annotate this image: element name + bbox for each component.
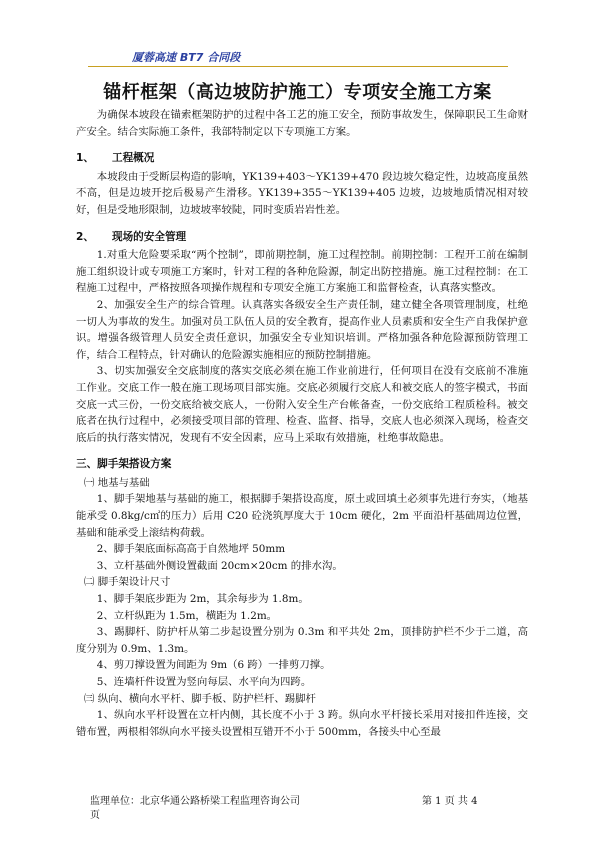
subsection-1-item-3: 3、立杆基础外侧设置截面 20cm×20cm 的排水沟。 xyxy=(96,559,343,572)
subsection-3-heading: ㈢ 纵向、横向水平杆、脚手板、防护栏杆、踢脚杆 xyxy=(84,692,316,705)
subsection-2-item-3: 3、踢脚杆、防护杆从第二步起设置分别为 0.3m 和平共处 2m，顶排防护栏不少于二道，高度分别为 0.9m、1.3m。 xyxy=(76,626,528,655)
header-project-name: 厦蓉高速 BT7 合同段 xyxy=(132,51,241,64)
subsection-2-item-5: 5、连墙杆件设置为竖向每层、水平向为四跨。 xyxy=(96,676,312,688)
section-3-heading: 三、脚手架搭设方案 xyxy=(76,458,172,471)
subsection-1-item-1: 1、脚手架地基与基础的施工，根据脚手架搭设高度，原土或回填土必须事先进行夯实，（地基能承受 0.8kg/c㎡的压力）后用 C20 砼浇筑厚度大于 10cm 硬化，2m 平面沿杆基础周边位置，基础和能承受上滚结构荷载。 xyxy=(76,493,528,539)
footer-page-suffix: 页 xyxy=(90,810,100,821)
section-2-paragraph-3: 3、切实加强安全交底制度的落实交底必须在施工作业前进行，任何项目在没有交底前不准施工作业。交底工作一般在施工现场项目部实施。交底必须履行交底人和被交底人的签字模式，书面交底一式三份，一份交底给被交底人，一份附入安全生产台帐备查，一份交底给工程质检科。被交底者在执行过程中，必须接受项目部的管理、检查、监督、指导，交底人也必须深入现场，检查交底后的执行落实情况，发现有不安全因素，应马上采取有效措施，杜绝事故隐患。 xyxy=(76,365,528,444)
subsection-2-item-1: 1、脚手架底步距为 2m，其余每步为 1.8m。 xyxy=(96,593,309,606)
document-title: 锚杆框架（高边坡防护施工）专项安全施工方案 xyxy=(103,82,492,103)
section-2-paragraph-1: 1.对重大危险要采取“两个控制”，即前期控制，施工过程控制。前期控制：工程开工前在编制施工组织设计或专项施工方案时，针对工程的各种危险源，制定出防控措施。施工过程控制：在工程施工过程中，严格按照各项操作规程和专项安全施工方案施工和监督检查，认真落实整改。 xyxy=(76,249,528,295)
section-2-number: 2、 xyxy=(76,230,94,243)
section-1-title: 工程概况 xyxy=(112,152,155,165)
subsection-1-heading: ㈠ 地基与基础 xyxy=(84,476,150,489)
footer-supervisor: 监理单位：北京华通公路桥梁工程监理咨询公司 xyxy=(90,796,300,807)
footer-page-number: 第 1 页 共 4 xyxy=(422,796,478,807)
section-2-title: 现场的安全管理 xyxy=(112,230,187,243)
subsection-2-item-4: 4、剪刀撑设置为间距为 9m（6 跨）一排剪刀撑。 xyxy=(96,659,331,672)
section-1-paragraph: 本坡段由于受断层构造的影响，YK139+403～YK139+470 段边坡欠稳定性，边坡高度虽然不高，但是边坡开挖后极易产生滑移。YK139+355～YK139+405 边坡，边坡地质情况相对较好，但是受地形限制，边坡坡率较陡，同时变质岩岩性差。 xyxy=(76,170,528,216)
section-1-heading xyxy=(76,150,528,167)
document-body xyxy=(76,107,528,740)
intro-paragraph: 为确保本坡段在锚索框架防护的过程中各工艺的施工安全，预防事故发生，保障职民工生命财产安全。结合实际施工条件，我部特制定以下专项施工方案。 xyxy=(76,109,528,138)
subsection-3-item-1: 1、纵向水平杆设置在立杆内侧，其长度不小于 3 跨。纵向水平杆接长采用对接扣件连接，交错布置，两根相邻纵向水平接头设置相互错开不小于 500mm，各接头中心至最 xyxy=(76,709,528,738)
section-2-heading xyxy=(76,229,528,246)
header-divider xyxy=(88,66,508,67)
subsection-1-item-2: 2、脚手架底面标高高于自然地坪 50mm xyxy=(96,543,286,556)
section-2-paragraph-2: 2、加强安全生产的综合管理。认真落实各级安全生产责任制，建立健全各项管理制度，杜绝一切人为事故的发生。加强对员工队伍人员的安全教育，提高作业人员素质和安全生产自我保护意识。增强各级管理人员安全责任意识，加强安全专业知识培训。严格加强各种危险源预防管理工作，结合工程特点，针对确认的危险源实施相应的预防控制措施。 xyxy=(76,298,528,361)
subsection-2-heading: ㈡ 脚手架设计尺寸 xyxy=(84,576,171,589)
subsection-2-item-2: 2、立杆纵距为 1.5m，横距为 1.2m。 xyxy=(96,609,278,622)
section-1-number: 1、 xyxy=(76,152,94,165)
